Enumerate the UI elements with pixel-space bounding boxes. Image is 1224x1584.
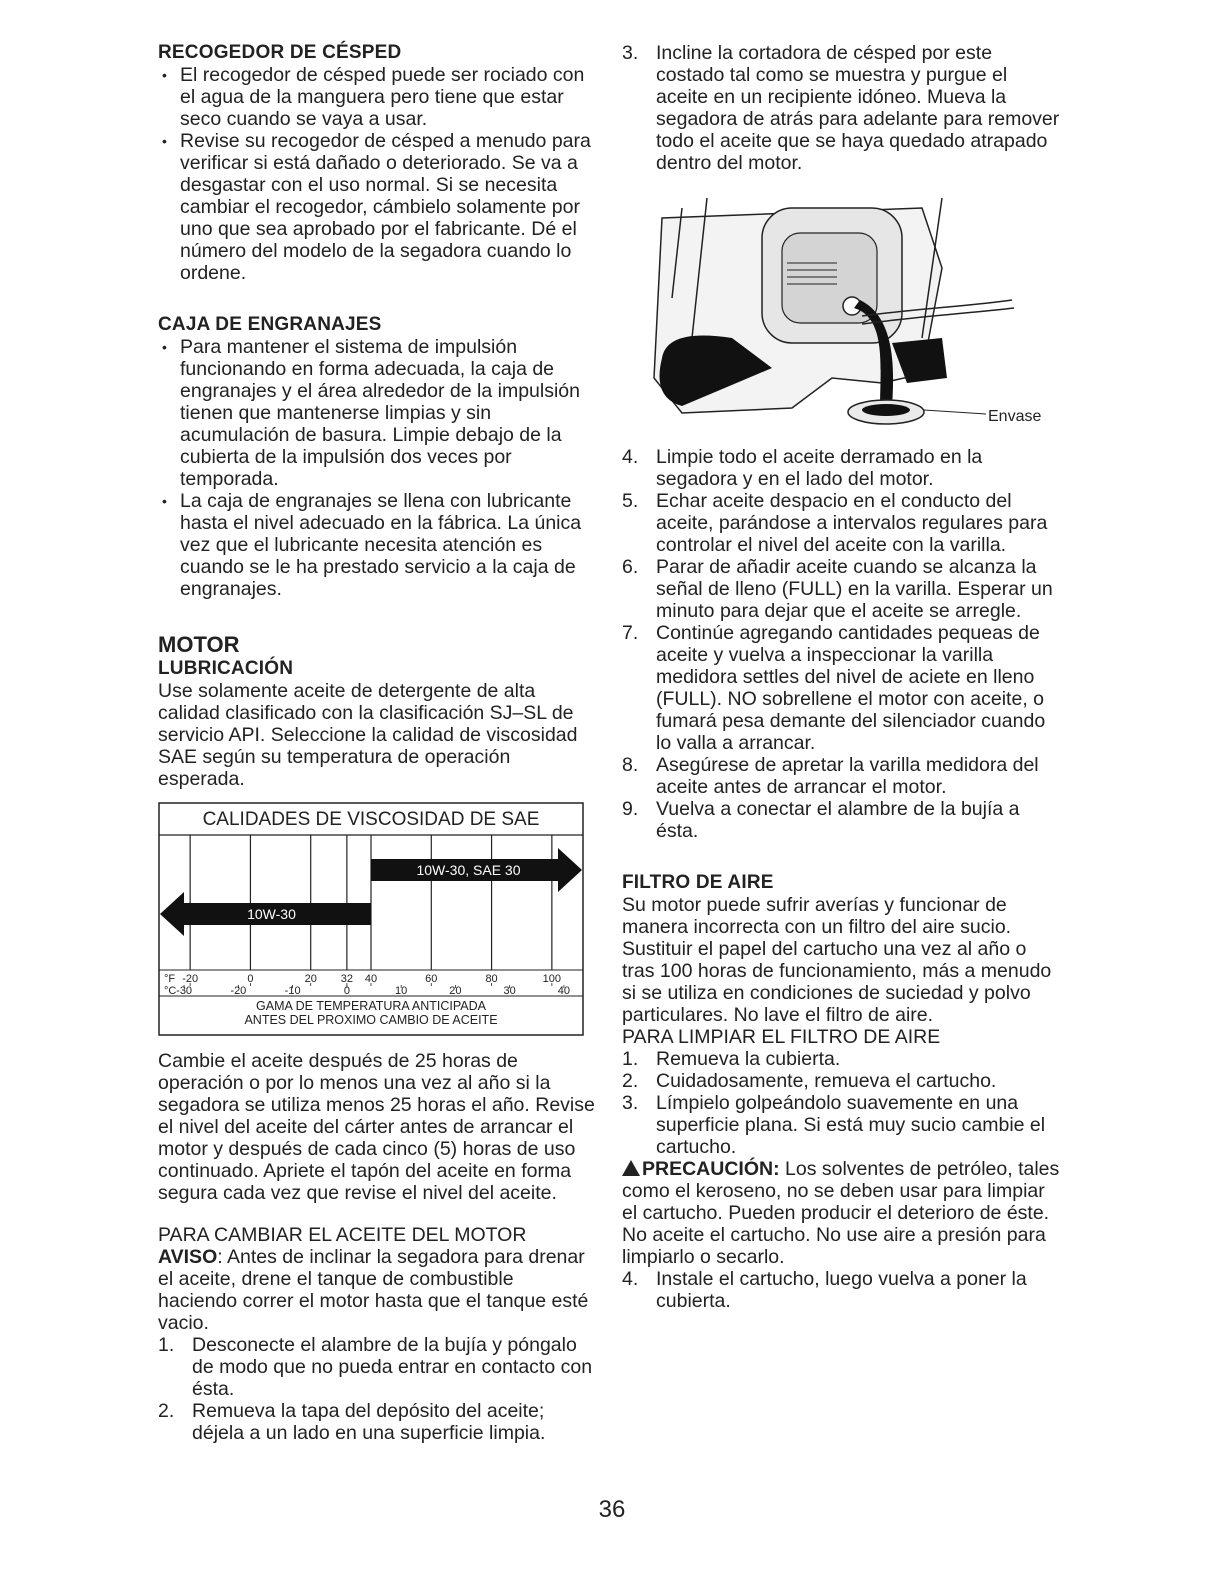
recogedor-title: RECOGEDOR DE CÉSPED — [158, 42, 402, 63]
step-text: Echar aceite despacio en el conducto del aceite, parándose a intervalos regulares para controlar el nivel del aceite con la varilla. — [656, 490, 1048, 556]
page-number: 36 — [598, 1496, 626, 1523]
f-tick-label: 0 — [247, 973, 254, 985]
step-text: Continúe agregando cantidades pequeas de aceite y vuelva a inspeccionar la varilla medidora settles del nivel de aciete en lleno (FULL). NO sobrellene el motor con aceite, o fumará pesa demante del silenciador cuando lo valla a arrancar. — [656, 622, 1046, 754]
list-item — [622, 1092, 1062, 1158]
list-item — [158, 1400, 598, 1444]
list-item — [622, 1268, 1062, 1312]
step-number: 8. — [622, 754, 639, 776]
caja-title: CAJA DE ENGRANAJES — [158, 314, 382, 335]
step-number: 1. — [622, 1048, 639, 1070]
f-tick-label: 100 — [542, 973, 562, 985]
c-tick-label: -10 — [284, 985, 301, 997]
step-text: Límpielo golpeándolo suavemente en una superficie plana. Si está muy sucio cambie el cartucho. — [656, 1092, 1046, 1158]
step-number: 7. — [622, 622, 639, 644]
f-tick-label: 60 — [425, 973, 438, 985]
list-item — [622, 1070, 1062, 1092]
f-tick-label: 20 — [304, 973, 317, 985]
step-number: 6. — [622, 556, 639, 578]
c-unit-label: °C — [164, 985, 177, 997]
step-text: Desconecte el alambre de la bujía y póngalo de modo que no pueda entrar en contacto con ésta. — [192, 1334, 593, 1400]
change-oil-steps — [158, 1334, 598, 1444]
aviso-paragraph — [158, 1246, 598, 1334]
step-text: Cuidadosamente, remueva el cartucho. — [656, 1070, 997, 1092]
list-item: • Revise su recogedor de césped a menudo para verificar si está dañado o deteriorado. Se va a desgastar con el uso normal. Si se necesita cambiar el recogedor, cámbielo solamente por uno que sea aprobado por el fabricante. Dé el número del modelo de la segadora cuando lo ordene. — [158, 130, 598, 284]
motor-title: MOTOR — [158, 632, 240, 657]
f-unit-label: °F — [164, 973, 176, 985]
list-item — [622, 490, 1062, 556]
aviso-label: AVISO — [158, 1246, 218, 1268]
aviso-text: : Antes de inclinar la segadora para drenar el aceite, drene el tanque de combustible haciendo correr el motor hasta que el tanque esté vacio. — [158, 1246, 589, 1334]
step-number: 4. — [622, 446, 639, 468]
list-item — [622, 622, 1062, 754]
caja-list — [158, 336, 598, 600]
list-item — [158, 1334, 598, 1400]
chart-footer-line2: ANTES DEL PROXIMO CAMBIO DE ACEITE — [244, 1013, 498, 1027]
chart-bar-label: 10W-30, SAE 30 — [416, 862, 521, 878]
right-column — [622, 42, 1062, 1312]
oil-change-text: Cambie el aceite después de 25 horas de operación o por lo menos una vez al año si la segadora se utiliza menos 25 horas el año. Revise el nivel del aceite del cárter antes de arrancar el motor y después de cada cinco (5) horas de uso continuado. Apriete el tapón del aceite en forma segura cada vez que revise el nivel del aceite. — [158, 1050, 595, 1204]
f-tick-label: 80 — [485, 973, 498, 985]
list-item — [622, 754, 1062, 798]
step-number: 3. — [622, 1092, 639, 1114]
viscosity-chart — [158, 802, 584, 1036]
step-number: 5. — [622, 490, 639, 512]
step-text: Limpie todo el aceite derramado en la segadora y en el lado del motor. — [656, 446, 983, 490]
oil-drain-figure — [622, 178, 1062, 440]
step-number: 1. — [158, 1334, 175, 1356]
recogedor-list — [158, 64, 598, 284]
list-item: • La caja de engranajes se llena con lubricante hasta el nivel adecuado en la fábrica. La única vez que el lubricante necesita atención es cuando se le ha prestado servicio a la caja de engranajes. — [158, 490, 598, 600]
caution-text: Los solventes de petróleo, tales como el keroseno, no se deben usar para limpiar el cartucho. Pueden producir el deterioro de éste. No aceite el cartucho. No use aire a presión para limpiarlo o secarlo. — [622, 1158, 1060, 1268]
c-tick-label: 40 — [557, 985, 571, 997]
c-tick-label: 0 — [343, 985, 350, 997]
viscosity-chart-svg — [158, 802, 584, 1036]
step-number: 2. — [622, 1070, 639, 1092]
c-tick-label: -20 — [230, 985, 247, 997]
clean-filter-heading: PARA LIMPIAR EL FILTRO DE AIRE — [622, 1026, 941, 1048]
step-number: 2. — [158, 1400, 175, 1422]
mower-tilt-illustration — [622, 178, 1062, 440]
filtro-intro: Su motor puede sufrir averías y funcionar de manera incorrecta con un filtro del aire sucio. Sustituir el papel del cartucho una vez al año o tras 100 horas de funcionamiento, más a menudo si se utiliza en condiciones de suciedad y polvo particulares. No lave el filtro de aire. — [622, 894, 1052, 1026]
list-item — [622, 798, 1062, 842]
list-item: • Para mantener el sistema de impulsión funcionando en forma adecuada, la caja de engranajes y el área alrededor de la impulsión tienen que mantenerse limpias y sin acumulación de basura. Limpie debajo de la cubierta de la impulsión dos veces por temporada. — [158, 336, 598, 490]
list-item — [622, 556, 1062, 622]
caution-label: PRECAUCIÓN: — [642, 1158, 780, 1180]
c-tick-label: -30 — [176, 985, 193, 997]
step-text: Remueva la tapa del depósito del aceite; déjela a un lado en una superficie limpia. — [192, 1400, 546, 1444]
chart-title: CALIDADES DE VISCOSIDAD DE SAE — [202, 809, 540, 830]
step-number: 4. — [622, 1268, 639, 1290]
list-item — [622, 446, 1062, 490]
step-number: 3. — [622, 42, 639, 64]
list-item: • El recogedor de césped puede ser rociado con el agua de la manguera pero tiene que estar seco cuando se vaya a usar. — [158, 64, 598, 130]
chart-footer-line1: GAMA DE TEMPERATURA ANTICIPADA — [256, 999, 486, 1013]
change-oil-heading: PARA CAMBIAR EL ACEITE DEL MOTOR — [158, 1224, 527, 1246]
oil-fill-steps — [622, 446, 1062, 842]
lubricacion-title: LUBRICACIÓN — [158, 658, 294, 679]
list-item — [622, 1048, 1062, 1070]
step-text: Asegúrese de apretar la varilla medidora del aceite antes de arrancar el motor. — [656, 754, 1039, 798]
caution-paragraph — [622, 1158, 1062, 1268]
filtro-title: FILTRO DE AIRE — [622, 872, 774, 893]
drain-steps — [622, 42, 1062, 174]
c-tick-label: 30 — [503, 985, 516, 997]
clean-filter-steps — [622, 1048, 1062, 1158]
step-text: Instale el cartucho, luego vuelva a poner la cubierta. — [656, 1268, 1027, 1312]
c-tick-label: 20 — [449, 985, 462, 997]
step-text: Parar de añadir aceite cuando se alcanza la señal de lleno (FULL) en la varilla. Esperar un minuto para dejar que el aceite se arregle. — [656, 556, 1053, 622]
step-text: Remueva la cubierta. — [656, 1048, 841, 1070]
f-tick-label: 32 — [340, 973, 354, 985]
f-tick-label: 40 — [364, 973, 378, 985]
step-number: 9. — [622, 798, 639, 820]
list-item — [622, 42, 1062, 174]
lubricacion-intro: Use solamente aceite de detergente de alta calidad clasificado con la clasificación SJ–SL de servicio API. Seleccione la calidad de viscosidad SAE según su temperatura de operación esperada. — [158, 680, 578, 790]
step-text: Vuelva a conectar el alambre de la bujía a ésta. — [656, 798, 1020, 842]
f-tick-label: -20 — [182, 973, 199, 985]
c-tick-label: 10 — [395, 985, 408, 997]
envase-label: Envase — [988, 408, 1042, 425]
warning-icon — [622, 1160, 640, 1176]
step-text: Incline la cortadora de césped por este costado tal como se muestra y purgue el aceite en un recipiente idóneo. Mueva la segadora de atrás para adelante para remover todo el aceite que se haya quedado atrapado dentro del motor. — [656, 42, 1060, 174]
clean-filter-steps-end — [622, 1268, 1062, 1312]
left-column — [158, 42, 598, 1444]
chart-bar-label: 10W-30 — [247, 906, 296, 922]
